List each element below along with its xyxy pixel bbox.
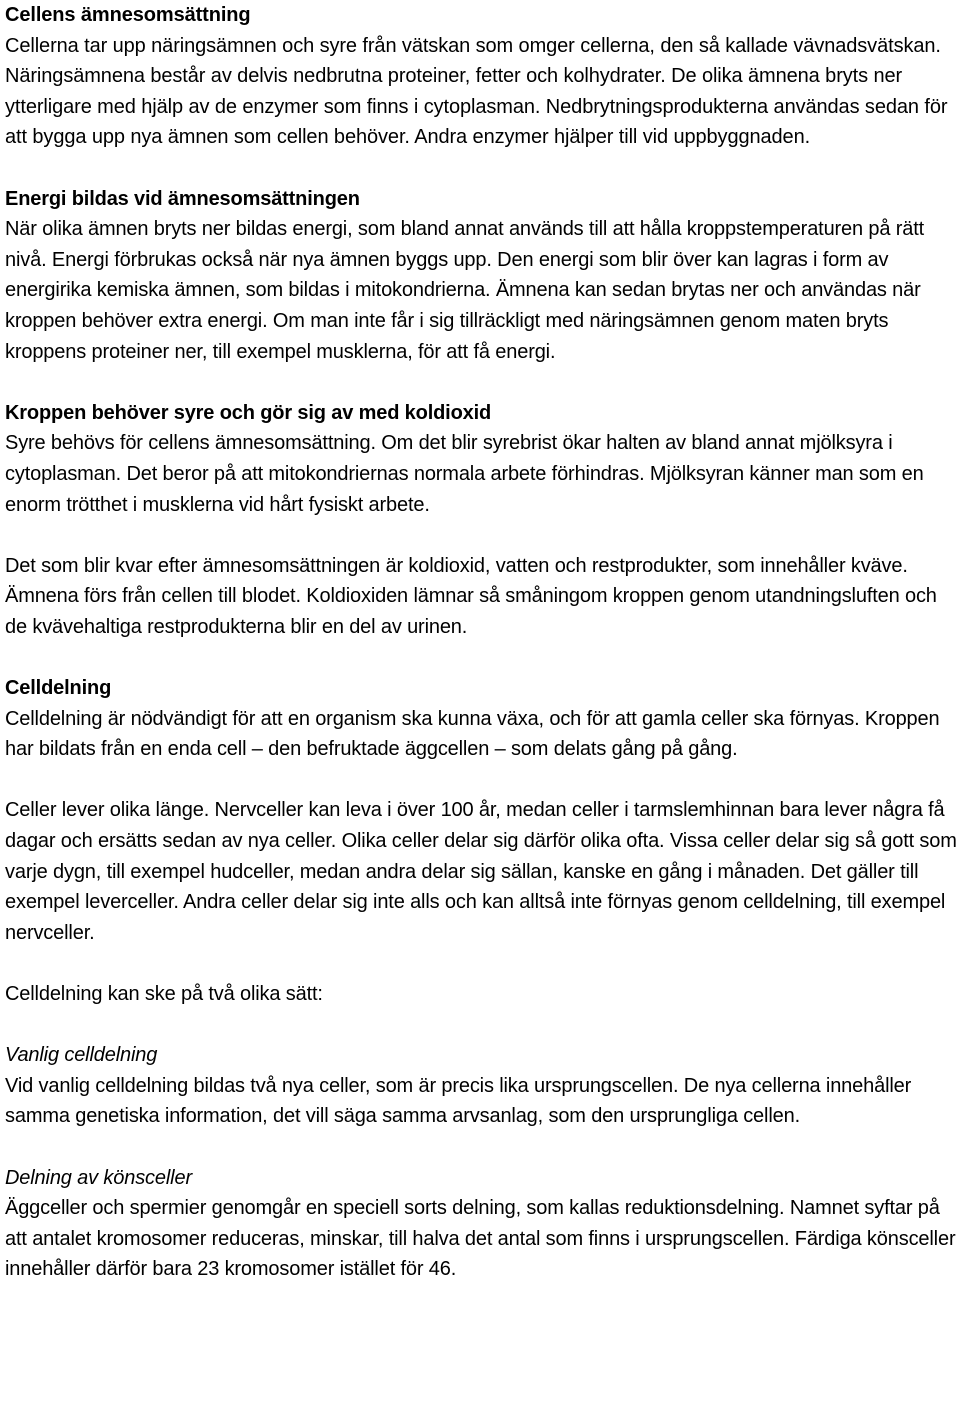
section-heading: Cellens ämnesomsättning xyxy=(5,4,251,26)
paragraph-gap xyxy=(5,520,960,551)
section-vanlig-celldelning xyxy=(5,1040,960,1132)
section-heading: Celldelning xyxy=(5,677,112,700)
paragraph-gap xyxy=(5,153,960,184)
paragraph: Syre behövs för cellens ämnesomsättning. Om det blir syrebrist ökar halten av bland annat mjölksyra i cytoplasman. Det beror på att mitokondriernas normala arbete förhindras. Mjölksyran känner man som en enorm trötthet i musklerna vid hårt fysiskt arbete. xyxy=(5,432,924,516)
subsection-heading: Vanlig celldelning xyxy=(5,1044,158,1067)
section-celldelning xyxy=(5,673,960,1010)
section-syre-koldioxid xyxy=(5,398,960,643)
section-heading: Kroppen behöver syre och gör sig av med koldioxid xyxy=(5,401,492,424)
section-cellens-amnesomsattning xyxy=(5,0,960,153)
paragraph-gap xyxy=(5,367,960,398)
paragraph: Celler lever olika länge. Nervceller kan leva i över 100 år, medan celler i tarmslemhinnan bara lever några få dagar och ersätts sedan av nya celler. Olika celler delar sig därför olika ofta. Vissa celler delar sig så gott som varje dygn, till exempel hudceller, medan andra delar sig sällan, kanske en gång i månaden. Det gäller till exempel leverceller. Andra celler delar sig inte alls och kan alltså inte förnyas genom celldelning, till exempel nervceller. xyxy=(5,799,957,944)
paragraph-gap xyxy=(5,1132,960,1163)
paragraph-gap xyxy=(5,1010,960,1041)
paragraph: Cellerna tar upp näringsämnen och syre från vätskan som omger cellerna, den så kallade vävnadsvätskan. Näringsämnena består av delvis nedbrutna proteiner, fetter och kolhydrater. De olika ämnena bryts ner ytterligare med hjälp av de enzymer som finns i cytoplasman. Nedbrytningsprodukterna användas sedan för att bygga upp nya ämnen som cellen behöver. Andra enzymer hjälper till vid uppbyggnaden. xyxy=(5,34,948,149)
paragraph: Äggceller och spermier genomgår en speciell sorts delning, som kallas reduktionsdelning. Namnet syftar på att antalet kromosomer reduceras, minskar, till halva det antal som finns i ursprungscellen. Färdiga könsceller innehåller därför bara 23 kromosomer istället för 46. xyxy=(5,1197,956,1281)
subsection-heading: Delning av könsceller xyxy=(5,1166,192,1189)
paragraph-gap xyxy=(5,948,960,979)
section-heading: Energi bildas vid ämnesomsättningen xyxy=(5,187,360,210)
paragraph-gap xyxy=(5,765,960,796)
paragraph: Det som blir kvar efter ämnesomsättningen är koldioxid, vatten och restprodukter, som innehåller kväve. Ämnena förs från cellen till blodet. Koldioxiden lämnar så småningom kroppen genom utandningsluften och de kvävehaltiga restprodukterna blir en del av urinen. xyxy=(5,554,937,638)
paragraph-gap xyxy=(5,642,960,673)
section-energi xyxy=(5,184,960,368)
paragraph: Celldelning är nödvändigt för att en organism ska kunna växa, och för att gamla celler ska förnyas. Kroppen har bildats från en enda cell – den befruktade äggcellen – som delats gång på gång. xyxy=(5,707,940,761)
paragraph: När olika ämnen bryts ner bildas energi, som bland annat används till att hålla kroppstemperaturen på rätt nivå. Energi förbrukas också när nya ämnen byggs upp. Den energi som blir över kan lagras i form av energirika kemiska ämnen, som bildas i mitokondrierna. Ämnena kan sedan brytas ner och användas när kroppen behöver extra energi. Om man inte får i sig tillräckligt med näringsämnen genom maten bryts kroppens proteiner ner, till exempel musklerna, för att få energi. xyxy=(5,218,925,363)
document-page xyxy=(5,0,960,1285)
paragraph: Vid vanlig celldelning bildas två nya celler, som är precis lika ursprungscellen. De nya cellerna innehåller samma genetiska information, det vill säga samma arvsanlag, som den ursprungliga cellen. xyxy=(5,1074,912,1128)
section-delning-av-konsceller xyxy=(5,1163,960,1285)
paragraph: Celldelning kan ske på två olika sätt: xyxy=(5,983,323,1005)
